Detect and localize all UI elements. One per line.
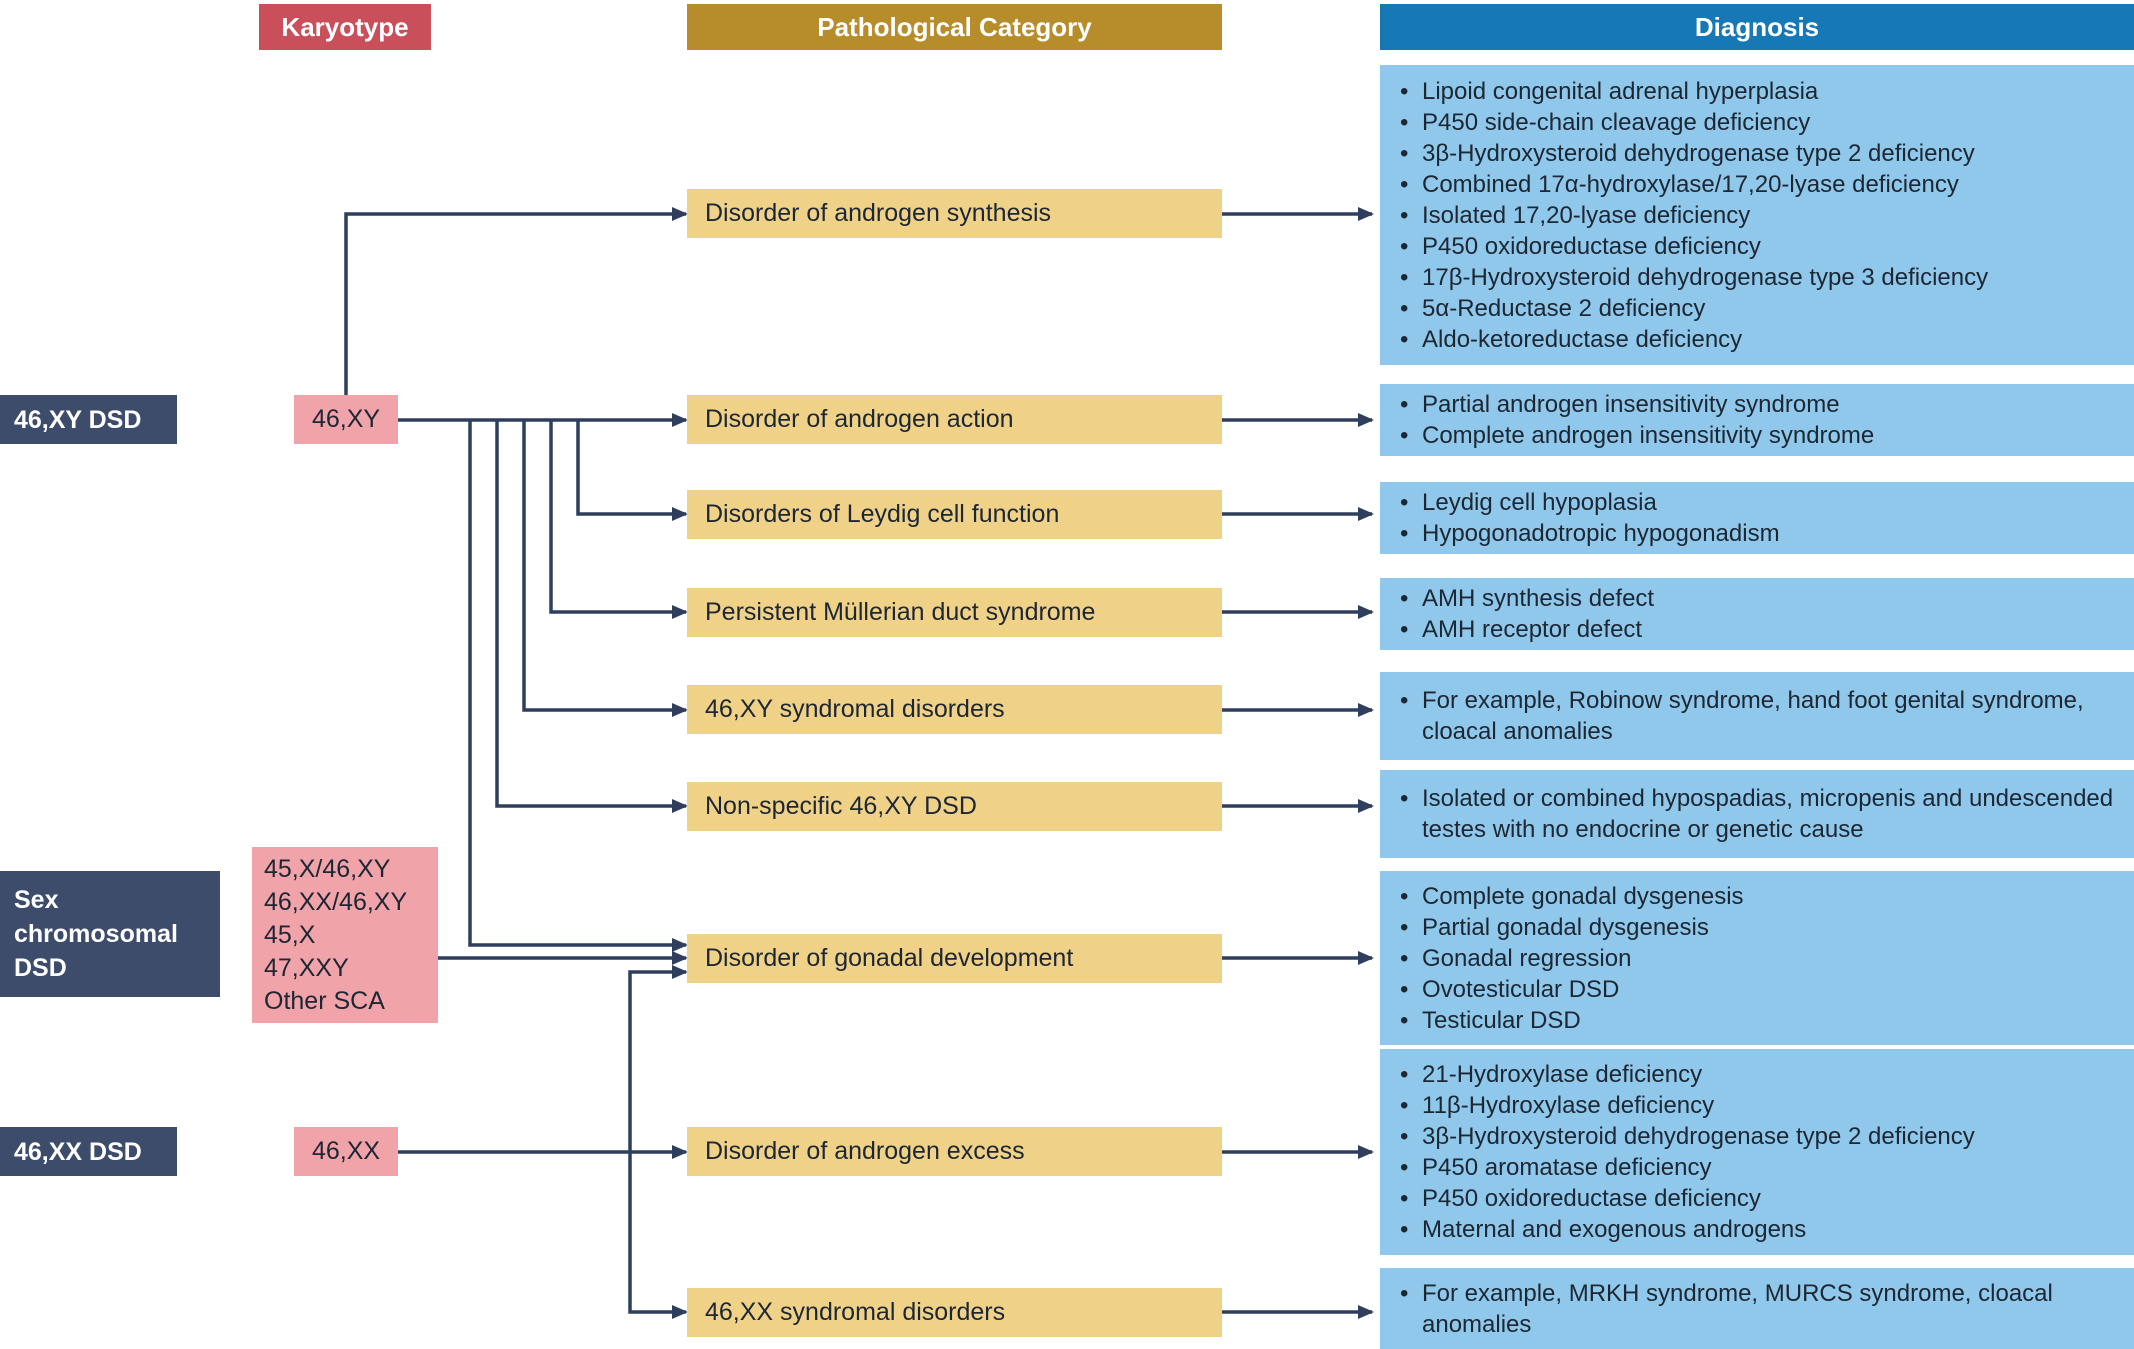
category-label: Disorder of androgen synthesis — [705, 199, 1052, 227]
connector-line — [630, 972, 686, 1152]
diagnosis-header — [1380, 4, 2134, 50]
diagnosis-46xx-syndromal — [1380, 1268, 2134, 1349]
diagnosis-item: • Hypogonadotropic hypogonadism — [1396, 518, 2124, 549]
connector-line — [524, 420, 686, 710]
category-label: Non-specific 46,XY DSD — [705, 792, 977, 820]
category-disorder-of-androgen-synthesis — [687, 189, 1222, 238]
category-non-specific-46xy-dsd — [687, 782, 1222, 831]
category-disorder-of-gonadal-development — [687, 934, 1222, 983]
category-label: Disorder of androgen excess — [705, 1137, 1025, 1165]
group-label-46xy-dsd — [0, 395, 177, 444]
category-disorder-of-androgen-excess — [687, 1127, 1222, 1176]
group-label-46xx-dsd — [0, 1127, 177, 1176]
diagnosis-item: • 11β-Hydroxylase deficiency — [1396, 1090, 2124, 1121]
diagnosis-androgen-action — [1380, 384, 2134, 456]
diagnosis-non-specific-46xy — [1380, 770, 2134, 858]
group-label-text: 46,XY DSD — [14, 405, 142, 434]
diagnosis-item: • AMH synthesis defect — [1396, 583, 2124, 614]
group-label-sex-chromosomal-dsd — [0, 871, 220, 997]
diagnosis-item: • Aldo-ketoreductase deficiency — [1396, 324, 2124, 355]
connector-line — [551, 420, 686, 612]
category-label: Disorder of gonadal development — [705, 944, 1074, 972]
diagnosis-item: • For example, MRKH syndrome, MURCS syndrome, cloacal anomalies — [1396, 1278, 2124, 1340]
diagnosis-item: • P450 oxidoreductase deficiency — [1396, 231, 2124, 262]
diagnosis-item: • 17β-Hydroxysteroid dehydrogenase type 3 deficiency — [1396, 262, 2124, 293]
pathological-category-header-label: Pathological Category — [817, 11, 1092, 42]
category-46xy-syndromal-disorders — [687, 685, 1222, 734]
category-label: 46,XX syndromal disorders — [705, 1298, 1006, 1326]
diagnosis-item: • Gonadal regression — [1396, 943, 2124, 974]
diagnosis-item: • Partial androgen insensitivity syndrome — [1396, 389, 2124, 420]
group-label-text: Sex — [14, 886, 59, 914]
group-label-text: chromosomal — [14, 920, 178, 948]
diagnosis-item: • P450 side-chain cleavage deficiency — [1396, 107, 2124, 138]
diagnosis-item: • Combined 17α-hydroxylase/17,20-lyase deficiency — [1396, 169, 2124, 200]
category-46xx-syndromal-disorders — [687, 1288, 1222, 1337]
diagnosis-item: • Partial gonadal dysgenesis — [1396, 912, 2124, 943]
diagnosis-item: • For example, Robinow syndrome, hand foot genital syndrome, cloacal anomalies — [1396, 685, 2124, 747]
diagnosis-item: • Leydig cell hypoplasia — [1396, 487, 2124, 518]
karyotype-46xx — [294, 1127, 398, 1176]
karyotype-sca — [252, 847, 438, 1023]
diagnosis-item: • Isolated 17,20-lyase deficiency — [1396, 200, 2124, 231]
karyotype-value: 47,XXY — [264, 953, 349, 982]
category-disorders-of-leydig-cell-function — [687, 490, 1222, 539]
diagnosis-androgen-synthesis — [1380, 65, 2134, 365]
diagnosis-item: • Complete gonadal dysgenesis — [1396, 881, 2124, 912]
category-disorder-of-androgen-action — [687, 395, 1222, 444]
diagnosis-item: • Isolated or combined hypospadias, micropenis and undescended testes with no endocrine or genetic cause — [1396, 783, 2124, 845]
group-label-text: DSD — [14, 954, 67, 982]
diagnosis-item: • 3β-Hydroxysteroid dehydrogenase type 2 deficiency — [1396, 1121, 2124, 1152]
diagnosis-item: • Maternal and exogenous androgens — [1396, 1214, 2124, 1245]
karyotype-value: 45,X — [264, 920, 316, 949]
category-label: Disorders of Leydig cell function — [705, 500, 1060, 528]
connector-line — [470, 420, 686, 945]
karyotype-value: Other SCA — [264, 986, 385, 1015]
karyotype-header-label: Karyotype — [281, 11, 409, 42]
category-label: Disorder of androgen action — [705, 405, 1014, 433]
diagnosis-46xy-syndromal — [1380, 672, 2134, 760]
diagnosis-item: • P450 oxidoreductase deficiency — [1396, 1183, 2124, 1214]
category-label: 46,XY syndromal disorders — [705, 695, 1005, 723]
connector-line — [578, 420, 686, 514]
connector-line — [630, 1152, 686, 1312]
diagnosis-persistent-mullerian-duct — [1380, 578, 2134, 650]
karyotype-value: 46,XX — [311, 1137, 381, 1165]
diagnosis-item: • AMH receptor defect — [1396, 614, 2124, 645]
diagnosis-leydig-cell-function — [1380, 482, 2134, 554]
diagnosis-item: • Lipoid congenital adrenal hyperplasia — [1396, 76, 2124, 107]
diagnosis-header-label: Diagnosis — [1694, 11, 1820, 42]
group-label-text: 46,XX DSD — [14, 1137, 142, 1166]
karyotype-value: 46,XY — [311, 405, 381, 433]
connector-line — [346, 214, 686, 395]
pathological-category-header — [687, 4, 1222, 50]
karyotype-header — [259, 4, 431, 50]
diagnosis-androgen-excess — [1380, 1049, 2134, 1255]
diagnosis-item: • Testicular DSD — [1396, 1005, 2124, 1036]
karyotype-value: 46,XX/46,XY — [264, 887, 408, 916]
category-persistent-mullerian-duct-syndrome — [687, 588, 1222, 637]
karyotype-value: 45,X/46,XY — [264, 854, 391, 883]
diagnosis-item: • 5α-Reductase 2 deficiency — [1396, 293, 2124, 324]
karyotype-46xy — [294, 395, 398, 444]
diagnosis-item: • 21-Hydroxylase deficiency — [1396, 1059, 2124, 1090]
category-label: Persistent Müllerian duct syndrome — [705, 598, 1096, 626]
diagnosis-item: • Ovotesticular DSD — [1396, 974, 2124, 1005]
diagnosis-item: • 3β-Hydroxysteroid dehydrogenase type 2 deficiency — [1396, 138, 2124, 169]
connector-line — [497, 420, 686, 806]
diagnosis-item: • Complete androgen insensitivity syndrome — [1396, 420, 2124, 451]
diagnosis-item: • P450 aromatase deficiency — [1396, 1152, 2124, 1183]
diagnosis-gonadal-development — [1380, 871, 2134, 1045]
